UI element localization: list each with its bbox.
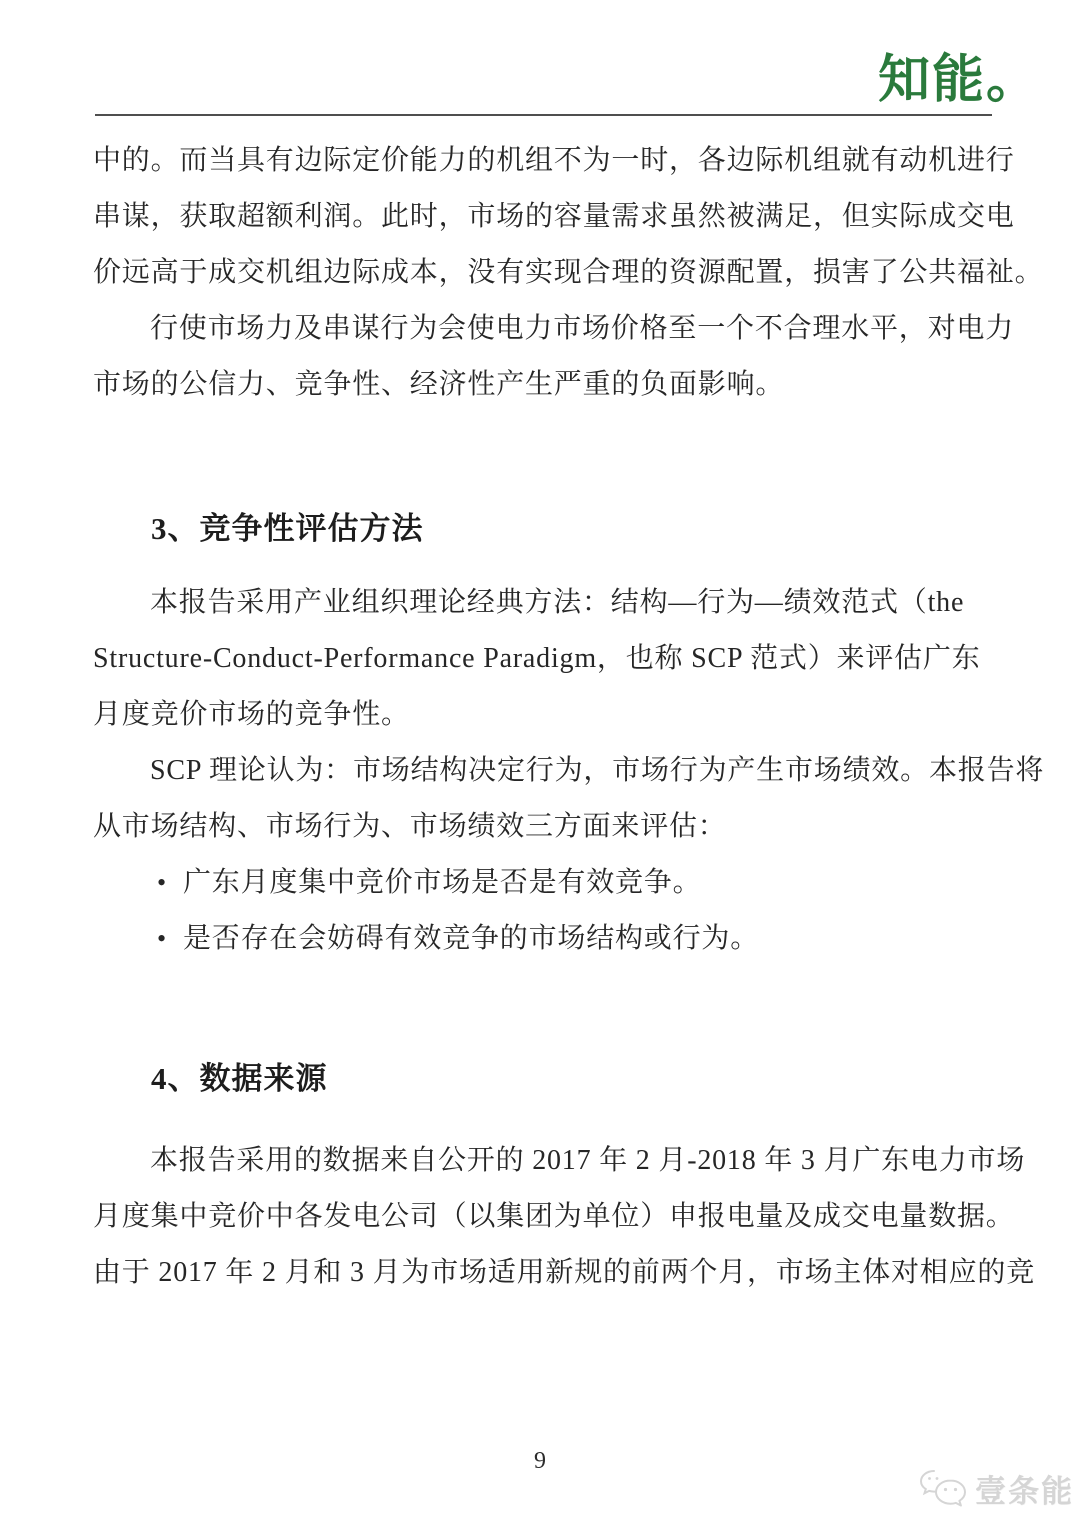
section-heading-3: 3、竞争性评估方法 [151, 511, 424, 546]
text-line: 月度集中竞价中各发电公司（以集团为单位）申报电量及成交电量数据。 [93, 1201, 1015, 1232]
wechat-icon [917, 1467, 969, 1511]
bullet-item [93, 855, 993, 911]
section-heading-4: 4、数据来源 [151, 1061, 328, 1096]
bullet-text: 广东月度集中竞价市场是否是有效竞争。 [183, 867, 702, 898]
paragraph [93, 1133, 1036, 1301]
text-line: 价远高于成交机组边际成本，没有实现合理的资源配置，损害了公共福祉。 [93, 257, 1044, 288]
bullet-item [93, 911, 993, 967]
text-line: 串谋，获取超额利润。此时，市场的容量需求虽然被满足，但实际成交电 [93, 201, 1015, 232]
bullet-icon: • [157, 868, 167, 897]
text-line: 月度竞价市场的竞争性。 [93, 699, 410, 730]
text-line: Structure-Conduct-Performance Paradigm，也称 SCP 范式）来评估广东 [93, 643, 981, 674]
header-divider [95, 114, 992, 116]
page-number: 9 [534, 1448, 546, 1474]
watermark-text: 壹条能 [975, 1474, 1074, 1509]
text-line: 行使市场力及串谋行为会使电力市场价格至一个不合理水平，对电力 [150, 313, 1015, 344]
bullet-icon: • [157, 924, 167, 953]
paragraph [93, 575, 993, 743]
paragraph [93, 743, 1045, 855]
brand-logo: 知能。 [877, 51, 1040, 109]
text-line: 市场的公信力、竞争性、经济性产生严重的负面影响。 [93, 369, 785, 400]
text-line: 由于 2017 年 2 月和 3 月为市场适用新规的前两个月，市场主体对相应的竞 [93, 1257, 1036, 1288]
text-line: 本报告采用的数据来自公开的 2017 年 2 月-2018 年 3 月广东电力市场 [150, 1145, 1026, 1176]
text-line: SCP 理论认为：市场结构决定行为，市场行为产生市场绩效。本报告将 [150, 755, 1045, 786]
text-line: 从市场结构、市场行为、市场绩效三方面来评估： [93, 811, 727, 842]
paragraph [93, 301, 1015, 413]
text-line: 本报告采用产业组织理论经典方法：结构—行为—绩效范式（the [150, 587, 965, 618]
page-content [93, 133, 1045, 1301]
bullet-list [93, 855, 993, 967]
paragraph [93, 133, 1044, 301]
text-line: 中的。而当具有边际定价能力的机组不为一时，各边际机组就有动机进行 [93, 145, 1015, 176]
bullet-text: 是否存在会妨碍有效竞争的市场结构或行为。 [183, 923, 760, 954]
watermark [917, 1466, 1074, 1511]
